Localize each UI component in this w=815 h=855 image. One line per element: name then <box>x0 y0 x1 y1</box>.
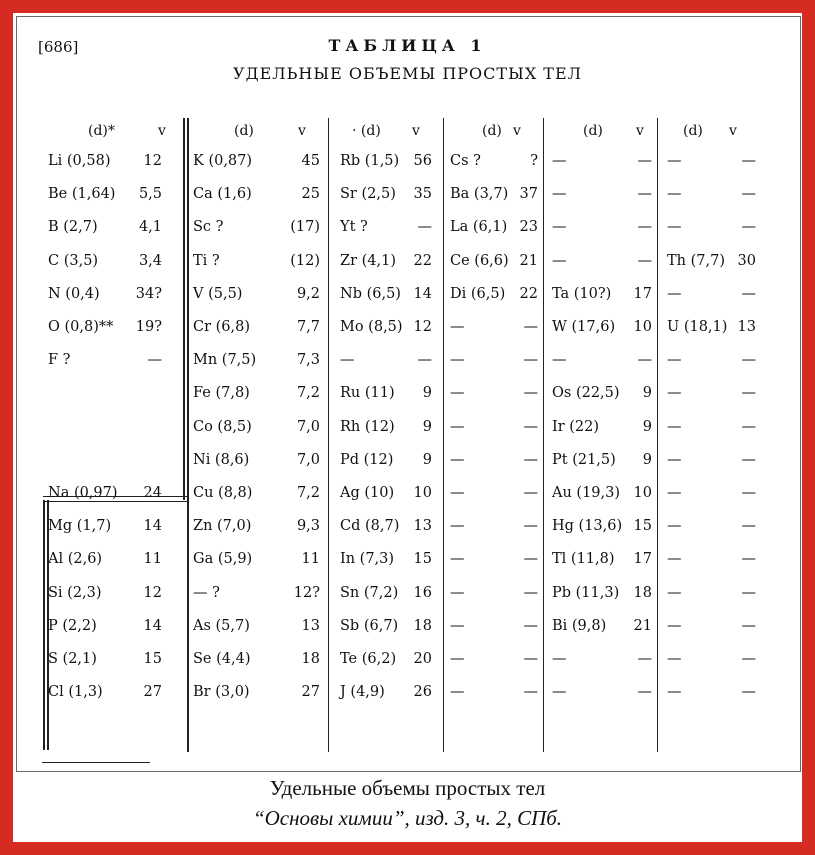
element-volume: ? <box>530 153 538 169</box>
element-density: — <box>340 352 355 368</box>
element-volume: 15 <box>633 518 652 534</box>
element-density: Mn (7,5) <box>193 352 257 368</box>
element-density: P (2,2) <box>48 618 97 634</box>
element-volume: — <box>417 219 432 235</box>
element-density: Ir (22) <box>552 419 600 435</box>
element-volume: 13 <box>737 319 756 335</box>
element-volume: 17 <box>633 551 652 567</box>
element-density: Ti ? <box>193 253 220 269</box>
element-density: N (0,4) <box>48 286 100 302</box>
element-density: Cu (8,8) <box>193 485 253 501</box>
element-density: Se (4,4) <box>193 651 251 667</box>
element-density: Cs ? <box>450 153 481 169</box>
element-volume: — <box>523 651 538 667</box>
element-density: Th (7,7) <box>667 253 725 269</box>
element-volume: 22 <box>413 253 432 269</box>
column-rule <box>328 118 329 752</box>
element-density: — <box>667 485 682 501</box>
element-density: Ca (1,6) <box>193 186 252 202</box>
element-volume: — <box>741 684 756 700</box>
element-density: Zn (7,0) <box>193 518 252 534</box>
element-density: Pd (12) <box>340 452 394 468</box>
element-density: — <box>450 419 465 435</box>
element-density: Cr (6,8) <box>193 319 251 335</box>
element-volume: 27 <box>301 684 320 700</box>
table-title: ТАБЛИЦА 1 <box>328 36 487 55</box>
element-density: K (0,87) <box>193 153 253 169</box>
element-density: — <box>450 518 465 534</box>
column-header-v: v <box>412 123 420 139</box>
element-volume: 25 <box>301 186 320 202</box>
element-density: Cd (8,7) <box>340 518 400 534</box>
element-density: Sn (7,2) <box>340 585 399 601</box>
element-density: Pb (11,3) <box>552 585 620 601</box>
element-density: Mo (8,5) <box>340 319 403 335</box>
element-density: Sc ? <box>193 219 224 235</box>
element-density: In (7,3) <box>340 551 395 567</box>
element-volume: 19? <box>135 319 162 335</box>
element-volume: 10 <box>633 485 652 501</box>
element-density: — <box>450 684 465 700</box>
element-volume: 20 <box>413 651 432 667</box>
element-density: — <box>450 319 465 335</box>
element-density: O (0,8)** <box>48 319 114 335</box>
element-density: — <box>667 219 682 235</box>
element-volume: — <box>741 352 756 368</box>
element-volume: — <box>523 618 538 634</box>
element-density: U (18,1) <box>667 319 728 335</box>
element-volume: 18 <box>301 651 320 667</box>
element-density: Li (0,58) <box>48 153 111 169</box>
element-volume: — <box>523 518 538 534</box>
element-volume: 10 <box>413 485 432 501</box>
element-volume: — <box>523 385 538 401</box>
element-density: — <box>667 551 682 567</box>
element-density: La (6,1) <box>450 219 508 235</box>
element-volume: 9 <box>642 419 652 435</box>
element-volume: 9 <box>642 385 652 401</box>
element-density: — <box>667 352 682 368</box>
element-volume: 15 <box>413 551 432 567</box>
column-header-d: (d) <box>683 123 703 139</box>
element-volume: 26 <box>413 684 432 700</box>
element-volume: 12? <box>293 585 320 601</box>
element-volume: 56 <box>413 153 432 169</box>
element-volume: 14 <box>143 518 162 534</box>
element-density: B (2,7) <box>48 219 98 235</box>
column-header-d: (d) <box>583 123 603 139</box>
element-density: — <box>552 253 567 269</box>
element-volume: 9,3 <box>296 518 320 534</box>
element-volume: — <box>147 352 162 368</box>
element-density: Pt (21,5) <box>552 452 616 468</box>
element-density: — <box>552 651 567 667</box>
element-density: — ? <box>193 585 220 601</box>
element-density: — <box>552 186 567 202</box>
element-density: — <box>667 518 682 534</box>
element-density: Te (6,2) <box>340 651 397 667</box>
element-volume: — <box>741 551 756 567</box>
element-density: — <box>667 452 682 468</box>
element-volume: 45 <box>301 153 320 169</box>
element-density: F ? <box>48 352 71 368</box>
column-rule <box>543 118 544 752</box>
element-density: — <box>450 352 465 368</box>
element-volume: 7,0 <box>296 452 320 468</box>
element-volume: 7,0 <box>296 419 320 435</box>
column-header-v: v <box>158 123 166 139</box>
element-density: — <box>450 651 465 667</box>
column-rule <box>443 118 444 752</box>
element-volume: — <box>523 319 538 335</box>
element-volume: (17) <box>290 219 320 235</box>
element-density: — <box>667 419 682 435</box>
element-volume: 14 <box>413 286 432 302</box>
column-rule <box>183 118 185 500</box>
column-header-v: v <box>513 123 521 139</box>
column-rule <box>187 118 189 500</box>
element-volume: 22 <box>519 286 538 302</box>
element-density: V (5,5) <box>193 286 243 302</box>
element-volume: — <box>741 452 756 468</box>
element-density: Zr (4,1) <box>340 253 396 269</box>
column-header-v: v <box>636 123 644 139</box>
element-volume: — <box>741 485 756 501</box>
element-density: Ba (3,7) <box>450 186 509 202</box>
element-volume: 13 <box>413 518 432 534</box>
element-volume: 3,4 <box>138 253 162 269</box>
element-volume: 12 <box>143 585 162 601</box>
column-rule <box>187 500 189 752</box>
element-volume: 21 <box>519 253 538 269</box>
element-volume: — <box>637 186 652 202</box>
element-density: — <box>667 684 682 700</box>
element-volume: 10 <box>633 319 652 335</box>
element-density: Bi (9,8) <box>552 618 607 634</box>
element-density: Co (8,5) <box>193 419 252 435</box>
element-volume: — <box>741 286 756 302</box>
element-volume: 9,2 <box>296 286 320 302</box>
element-density: — <box>667 286 682 302</box>
element-volume: — <box>741 618 756 634</box>
element-volume: — <box>523 352 538 368</box>
element-volume: 5,5 <box>138 186 162 202</box>
element-density: — <box>450 485 465 501</box>
element-density: J (4,9) <box>340 684 385 700</box>
element-density: — <box>552 153 567 169</box>
element-volume: 35 <box>413 186 432 202</box>
element-volume: — <box>637 153 652 169</box>
element-volume: — <box>741 219 756 235</box>
element-volume: — <box>741 153 756 169</box>
column-header-d: (d) <box>482 123 502 139</box>
element-volume: 30 <box>737 253 756 269</box>
column-rule <box>657 118 658 752</box>
element-volume: — <box>637 253 652 269</box>
element-density: Mg (1,7) <box>48 518 112 534</box>
element-volume: 7,2 <box>296 485 320 501</box>
element-density: — <box>450 551 465 567</box>
column-header-v: v <box>298 123 306 139</box>
element-density: Fe (7,8) <box>193 385 250 401</box>
element-density: Yt ? <box>340 219 368 235</box>
element-volume: 7,2 <box>296 385 320 401</box>
element-volume: — <box>523 684 538 700</box>
element-volume: — <box>637 352 652 368</box>
element-density: — <box>667 385 682 401</box>
column-header-v: v <box>729 123 737 139</box>
element-volume: — <box>741 419 756 435</box>
element-density: — <box>450 618 465 634</box>
element-density: W (17,6) <box>552 319 616 335</box>
element-volume: 11 <box>143 551 162 567</box>
element-density: Au (19,3) <box>552 485 621 501</box>
element-volume: — <box>523 419 538 435</box>
element-density: — <box>552 684 567 700</box>
element-volume: — <box>741 651 756 667</box>
element-volume: 27 <box>143 684 162 700</box>
element-density: Ga (5,9) <box>193 551 253 567</box>
element-density: Cl (1,3) <box>48 684 103 700</box>
element-volume: — <box>741 518 756 534</box>
element-volume: 12 <box>413 319 432 335</box>
element-density: — <box>552 352 567 368</box>
element-volume: — <box>417 352 432 368</box>
element-density: Sr (2,5) <box>340 186 396 202</box>
element-volume: — <box>523 452 538 468</box>
footnote-rule <box>42 762 150 763</box>
element-volume: 9 <box>422 385 432 401</box>
element-density: Ru (11) <box>340 385 395 401</box>
element-volume: — <box>741 385 756 401</box>
element-density: — <box>450 452 465 468</box>
column-header-d: · (d) <box>352 123 381 139</box>
element-volume: 37 <box>519 186 538 202</box>
element-volume: 17 <box>633 286 652 302</box>
element-density: Sb (6,7) <box>340 618 399 634</box>
element-volume: 18 <box>413 618 432 634</box>
element-density: — <box>667 585 682 601</box>
element-density: — <box>667 618 682 634</box>
element-volume: 24 <box>143 485 162 501</box>
element-volume: — <box>637 651 652 667</box>
element-volume: 18 <box>633 585 652 601</box>
element-volume: 9 <box>642 452 652 468</box>
element-density: Os (22,5) <box>552 385 620 401</box>
element-density: — <box>450 385 465 401</box>
element-volume: 16 <box>413 585 432 601</box>
element-volume: — <box>741 186 756 202</box>
element-density: Be (1,64) <box>48 186 116 202</box>
element-volume: 9 <box>422 419 432 435</box>
element-volume: — <box>637 684 652 700</box>
caption-source: “Основы химии”, изд. 3, ч. 2, СПб. <box>252 806 563 830</box>
element-density: Br (3,0) <box>193 684 250 700</box>
element-density: — <box>667 153 682 169</box>
element-density: S (2,1) <box>48 651 97 667</box>
element-density: Nb (6,5) <box>340 286 401 302</box>
column-header-d: (d) <box>234 123 254 139</box>
element-density: — <box>450 585 465 601</box>
element-volume: — <box>741 585 756 601</box>
element-volume: 7,7 <box>296 319 320 335</box>
element-density: C (3,5) <box>48 253 99 269</box>
element-density: — <box>552 219 567 235</box>
element-density: — <box>667 651 682 667</box>
element-volume: 11 <box>301 551 320 567</box>
element-volume: 7,3 <box>296 352 320 368</box>
element-volume: 12 <box>143 153 162 169</box>
element-density: Ag (10) <box>340 485 395 501</box>
element-volume: 9 <box>422 452 432 468</box>
table-code: [686] <box>38 38 79 56</box>
element-density: Si (2,3) <box>48 585 102 601</box>
element-volume: 23 <box>519 219 538 235</box>
element-density: Rb (1,5) <box>340 153 400 169</box>
element-density: Rh (12) <box>340 419 395 435</box>
element-volume: (12) <box>290 253 320 269</box>
element-volume: 34? <box>135 286 162 302</box>
column-header-d: (d)* <box>88 123 115 139</box>
element-density: As (5,7) <box>193 618 250 634</box>
element-volume: 13 <box>301 618 320 634</box>
element-volume: — <box>523 485 538 501</box>
element-density: Ta (10?) <box>552 286 612 302</box>
element-density: Al (2,6) <box>48 551 103 567</box>
element-density: Di (6,5) <box>450 286 506 302</box>
element-density: Hg (13,6) <box>552 518 623 534</box>
element-density: Ce (6,6) <box>450 253 509 269</box>
element-volume: — <box>523 585 538 601</box>
caption-title: Удельные объемы простых тел <box>269 776 546 800</box>
element-volume: 21 <box>633 618 652 634</box>
table-subtitle: УДЕЛЬНЫЕ ОБЪЕМЫ ПРОСТЫХ ТЕЛ <box>233 64 582 83</box>
element-volume: 14 <box>143 618 162 634</box>
element-density: Ni (8,6) <box>193 452 250 468</box>
element-volume: — <box>637 219 652 235</box>
element-density: Tl (11,8) <box>552 551 615 567</box>
element-density: — <box>667 186 682 202</box>
column-rule <box>43 500 45 750</box>
element-volume: 15 <box>143 651 162 667</box>
element-density: Na (0,97) <box>48 485 118 501</box>
element-volume: — <box>523 551 538 567</box>
element-volume: 4,1 <box>138 219 162 235</box>
